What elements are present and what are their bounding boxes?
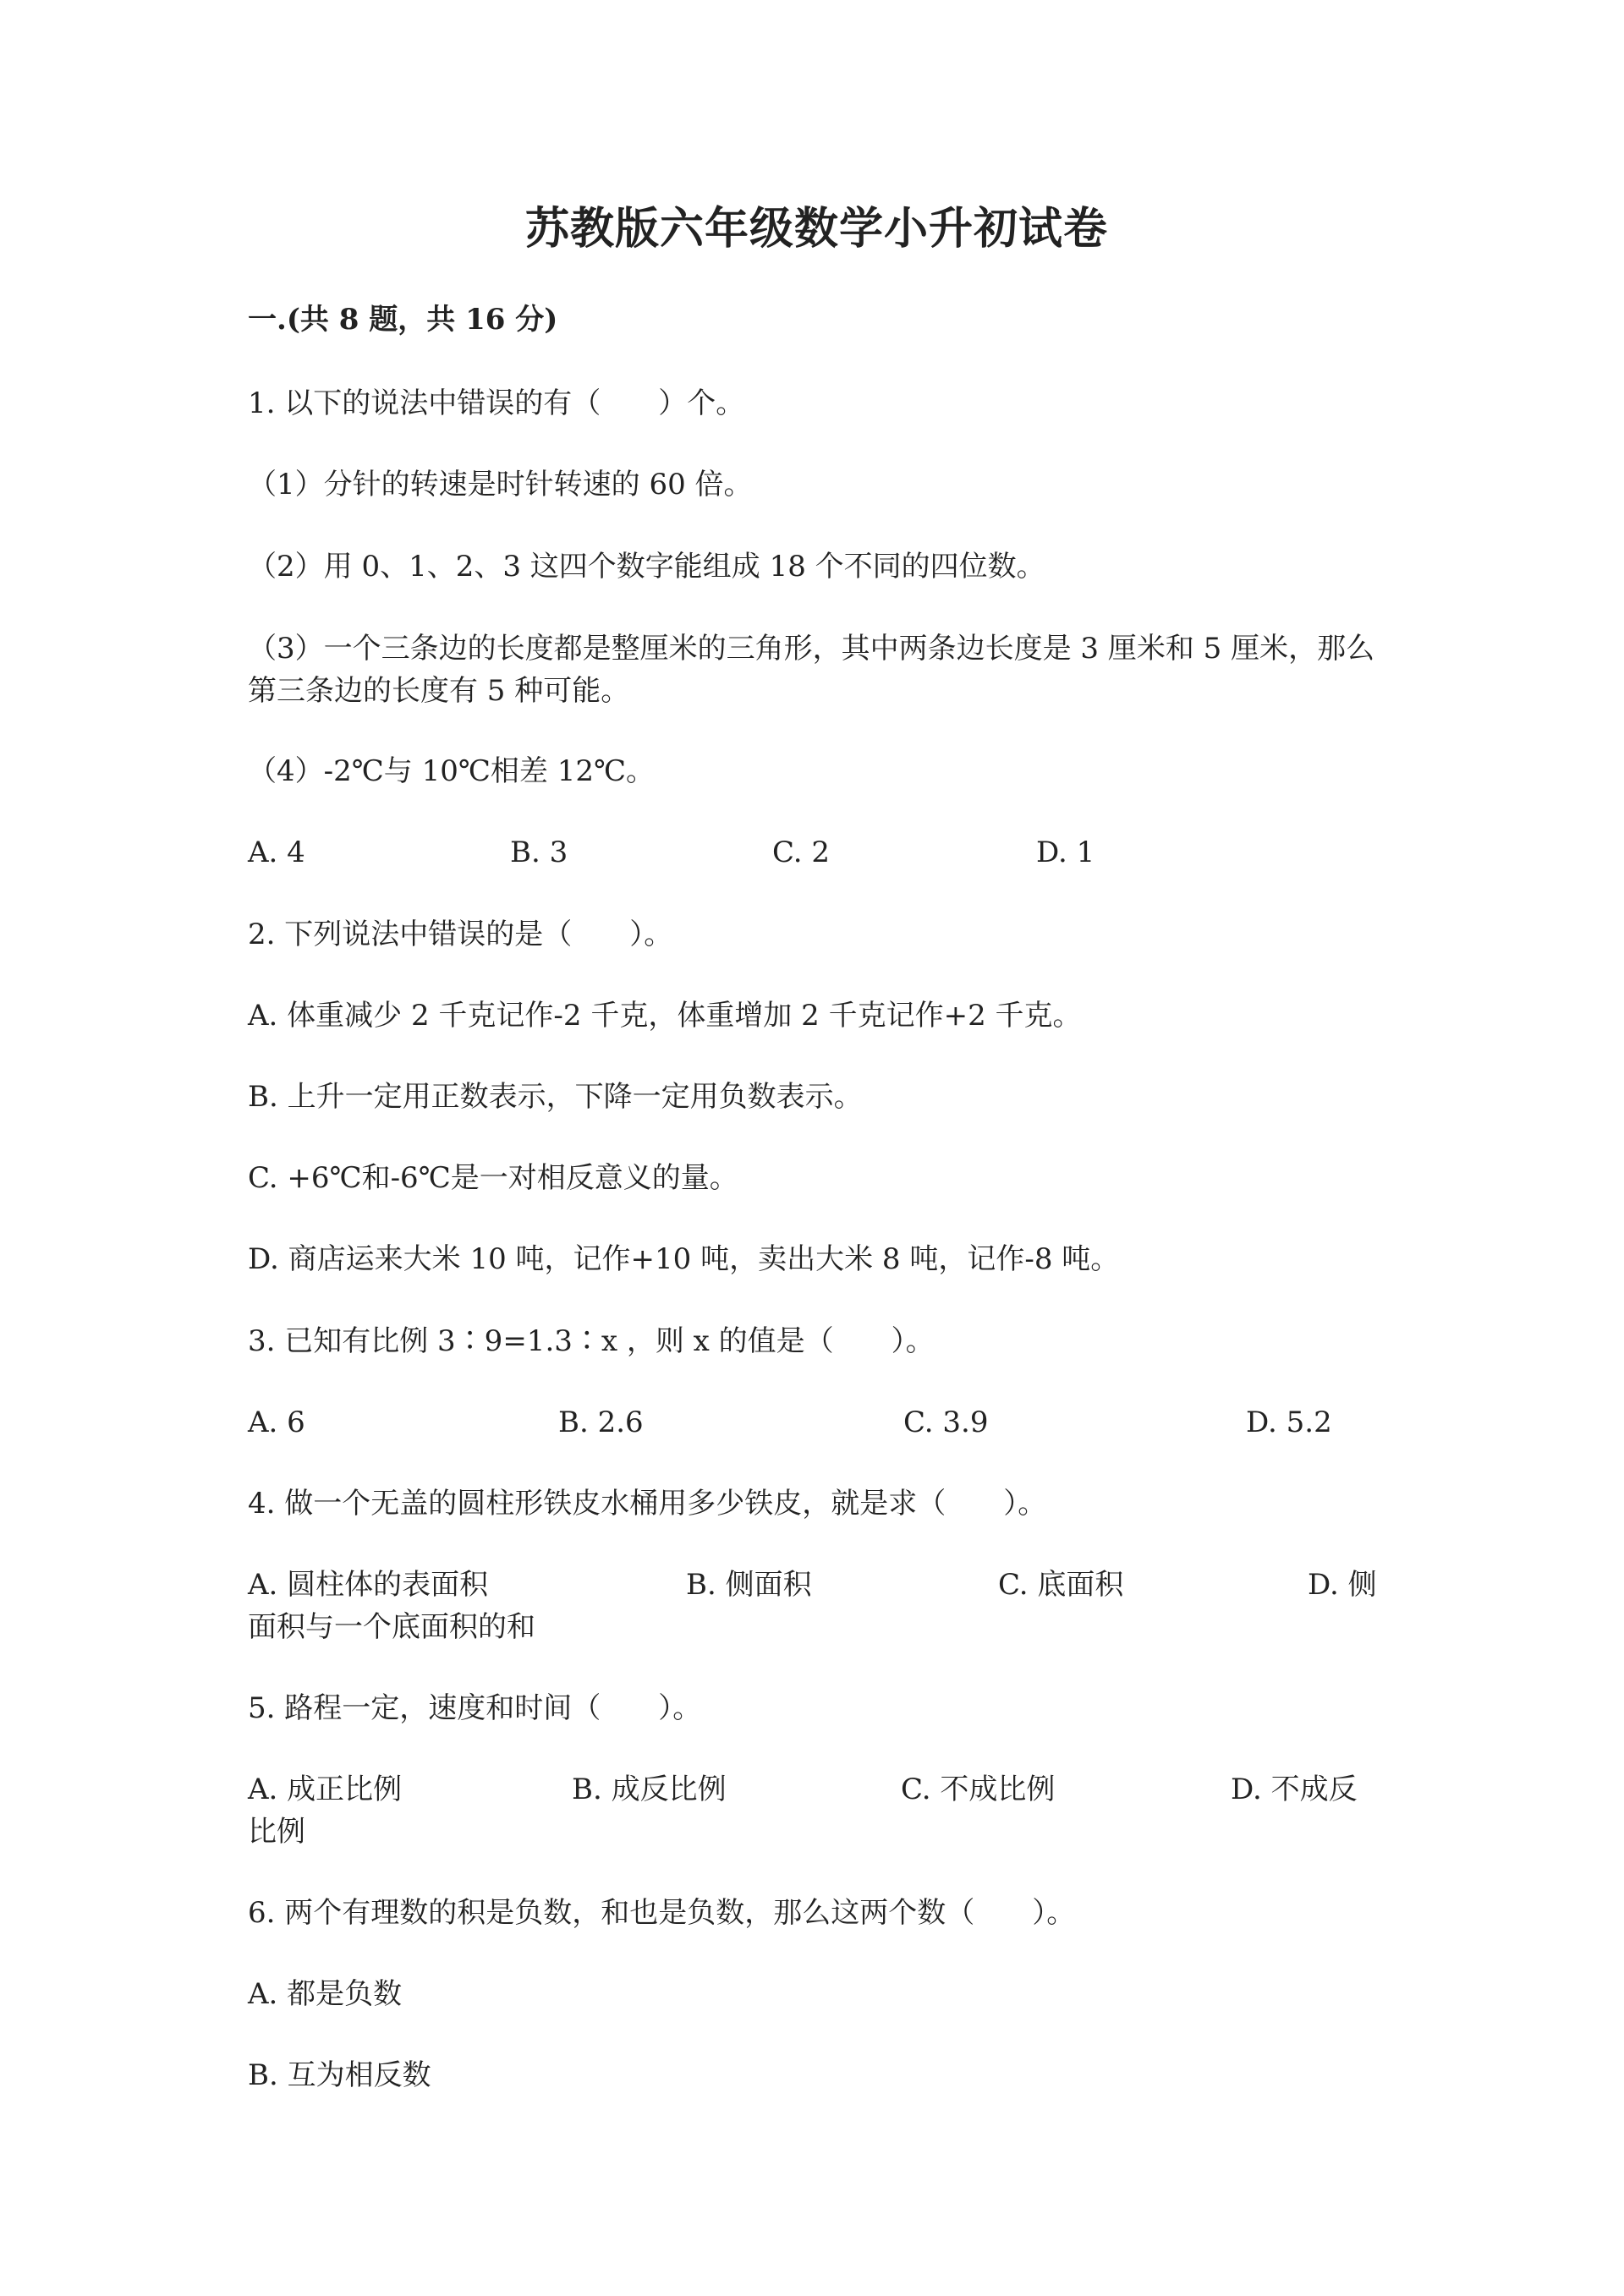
question-4-option-d: D. 侧 [1308, 1568, 1377, 1602]
question-1-option-c: C. 2 [772, 836, 831, 869]
question-6-option-b: B. 互为相反数 [248, 2058, 431, 2092]
question-1-stem: 1. 以下的说法中错误的有（ ）个。 [248, 386, 745, 420]
question-1-option-a: A. 4 [248, 836, 305, 869]
question-1-statement-1: （1）分针的转速是时针转速的 60 倍。 [248, 468, 753, 501]
question-1-statement-2: （2）用 0、1、2、3 这四个数字能组成 18 个不同的四位数。 [248, 550, 1045, 584]
question-3-option-a: A. 6 [248, 1406, 305, 1439]
question-5-option-d-continued: 比例 [248, 1815, 305, 1849]
question-2-option-a: A. 体重减少 2 千克记作-2 千克，体重增加 2 千克记作+2 千克。 [248, 999, 1082, 1033]
question-1-statement-3: （3）一个三条边的长度都是整厘米的三角形，其中两条边长度是 3 厘米和 5 厘米，那么第三条边的长度有 5 种可能。 [248, 632, 1375, 708]
page-title: 苏教版六年级数学小升初试卷 [524, 203, 1108, 255]
question-3-option-d: D. 5.2 [1246, 1406, 1332, 1439]
question-5-option-d: D. 不成反 [1231, 1773, 1358, 1806]
question-4-option-a: A. 圆柱体的表面积 [248, 1568, 489, 1602]
question-4-option-c: C. 底面积 [998, 1568, 1124, 1602]
question-2-stem: 2. 下列说法中错误的是（ ）。 [248, 918, 673, 951]
section-heading: 一.(共 8 题，共 16 分) [248, 303, 558, 337]
question-5-option-b: B. 成反比例 [572, 1773, 727, 1806]
question-1-option-d: D. 1 [1036, 836, 1095, 869]
question-3-option-b: B. 2.6 [558, 1406, 644, 1439]
question-2-option-d: D. 商店运来大米 10 吨，记作+10 吨，卖出大米 8 吨，记作-8 吨。 [248, 1242, 1120, 1276]
question-3-stem: 3. 已知有比例 3∶9=1.3∶x ，则 x 的值是（ ）。 [248, 1324, 935, 1358]
question-2-option-c: C. +6℃和-6℃是一对相反意义的量。 [248, 1161, 738, 1195]
question-5-option-a: A. 成正比例 [248, 1773, 403, 1806]
question-2-option-b: B. 上升一定用正数表示，下降一定用负数表示。 [248, 1080, 863, 1114]
question-6-stem: 6. 两个有理数的积是负数，和也是负数，那么这两个数（ ）。 [248, 1896, 1076, 1930]
question-1-statement-4: （4）-2℃与 10℃相差 12℃。 [248, 754, 655, 788]
question-6-option-a: A. 都是负数 [248, 1977, 403, 2011]
question-4-option-d-continued: 面积与一个底面积的和 [248, 1610, 535, 1644]
question-5-stem: 5. 路程一定，速度和时间（ ）。 [248, 1691, 702, 1725]
question-4-stem: 4. 做一个无盖的圆柱形铁皮水桶用多少铁皮，就是求（ ）。 [248, 1487, 1047, 1521]
question-3-option-c: C. 3.9 [903, 1406, 989, 1439]
question-4-option-b: B. 侧面积 [686, 1568, 812, 1602]
question-5-option-c: C. 不成比例 [901, 1773, 1056, 1806]
question-1-option-b: B. 3 [510, 836, 568, 869]
